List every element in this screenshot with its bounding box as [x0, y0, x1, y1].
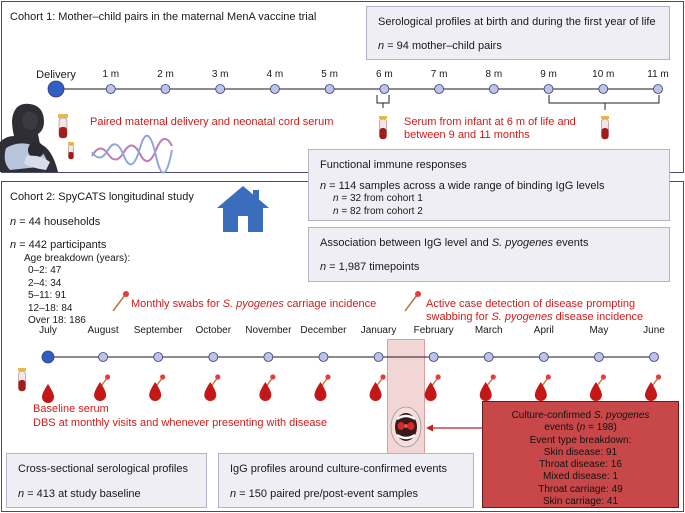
cohort2-timeline-node: [650, 353, 659, 362]
house-icon: [215, 184, 271, 234]
cohort1-timeline-node: [599, 85, 608, 94]
cohort1-timeline-node: [544, 85, 553, 94]
association-title: Association between IgG level and S. pyogenes events: [320, 237, 589, 249]
culture-event-row: Throat disease: 16: [539, 459, 622, 471]
monthly-swab-note: Monthly swabs for S. pyogenes carriage incidence: [131, 298, 377, 310]
households-count: n = 44 households: [10, 216, 101, 228]
cohort2-month-label: October: [195, 325, 232, 336]
cohort2-timeline-node: [429, 353, 438, 362]
culture-event-row: Skin disease: 91: [543, 446, 618, 458]
nine-to-eleven-bracket: [546, 94, 666, 114]
blood-drop-icon: [204, 382, 216, 401]
blood-drop-icon: [259, 382, 271, 401]
infant-serum-note: Serum from infant at 6 m of life and between 9 and 11 months: [404, 116, 576, 141]
culture-total: events (n = 198): [544, 422, 617, 434]
culture-event-row: Mixed disease: 1: [542, 471, 619, 483]
cross-sectional-n: n = 413 at study baseline: [18, 488, 141, 500]
age-row: Over 18: 186: [28, 315, 86, 327]
delivery-serum-note: Paired maternal delivery and neonatal cord serum: [90, 116, 334, 128]
cohort2-month-label: November: [245, 325, 292, 336]
cohort1-timepoint-label: 6 m: [376, 69, 393, 80]
igg-profiles-title: IgG profiles around culture-confirmed events: [230, 463, 448, 475]
age-breakdown-title: Age breakdown (years):: [24, 253, 131, 264]
cohort2-month-label: April: [533, 325, 554, 336]
blood-tube-icon: [54, 112, 74, 172]
cohort2-timeline-node: [374, 353, 383, 362]
active-case-note: Active case detection of disease prompting swabbing for S. pyogenes disease incidence: [426, 298, 644, 323]
serology-box-title: Serological profiles at birth and during the first year of life: [378, 16, 656, 28]
igg-profiles-n: n = 150 paired pre/post-event samples: [230, 488, 419, 500]
cohort1-timepoint-label: 11 m: [647, 69, 669, 80]
cohort1-timeline-node: [106, 85, 115, 94]
cohort1-timepoint-label: 5 m: [321, 69, 338, 80]
functional-n-cohort1: n = 32 from cohort 1: [333, 193, 423, 204]
cohort1-timepoint-label: 10 m: [592, 69, 615, 80]
dna-strand-icon: [92, 136, 172, 166]
cohort1-timeline-node: [325, 85, 334, 94]
throat-icon: [389, 405, 423, 449]
cohort1-timeline-node: [435, 85, 444, 94]
blood-drop-icon: [645, 382, 657, 401]
cohort2-month-label: January: [360, 325, 397, 336]
cohort1-timeline-node: [48, 81, 64, 97]
blood-drop-icon: [590, 382, 602, 401]
age-row: 5–11: 91: [28, 290, 67, 302]
cohort1-timeline-node: [216, 85, 225, 94]
cohort2-timeline-node: [154, 353, 163, 362]
blood-drop-icon: [480, 382, 492, 401]
cohort2-month-label: September: [133, 325, 183, 336]
igg-profiles-box: [218, 453, 474, 508]
cohort2-month-label: July: [39, 325, 57, 336]
cohort2-timeline-node: [484, 353, 493, 362]
association-box: [308, 227, 670, 282]
culture-breakdown-title: Event type breakdown:: [529, 434, 632, 446]
infant-tube-9-11m-icon: [599, 116, 611, 144]
blood-drop-icon: [370, 382, 382, 401]
blood-drop-icon: [149, 382, 161, 401]
culture-event-row: Skin carriage: 41: [542, 496, 619, 508]
cohort2-month-label: June: [643, 325, 665, 336]
swab-icon: [110, 290, 130, 314]
cohort1-title: Cohort 1: Mother–child pairs in the maternal MenA vaccine trial: [10, 11, 317, 23]
cohort1-timeline-node: [654, 85, 663, 94]
culture-title: Culture-confirmed S. pyogenes: [511, 410, 650, 421]
cohort2-month-label: August: [87, 325, 119, 336]
cohort1-serology-box: [366, 6, 670, 60]
cohort2-timeline-node: [319, 353, 328, 362]
cohort1-timepoint-label: 1 m: [102, 69, 120, 80]
mother-child-icon: [0, 96, 60, 172]
cohort2-timeline-node: [539, 353, 548, 362]
cohort2-timeline-node: [99, 353, 108, 362]
blood-drop-icon: [94, 382, 106, 401]
baseline-serum-note: Baseline serum: [33, 403, 109, 415]
cohort1-timepoint-label: 7 m: [430, 69, 448, 80]
blood-drop-icon: [314, 382, 326, 401]
swab-icon: [402, 290, 422, 314]
baseline-tube-icon: [16, 368, 28, 396]
cohort2-timeline-node: [42, 351, 54, 363]
cross-sectional-box: [6, 453, 207, 508]
culture-event-row: Throat carriage: 49: [538, 483, 623, 495]
serology-box-n: n = 94 mother–child pairs: [378, 40, 502, 52]
age-row: 2–4: 34: [28, 277, 62, 289]
blood-drop-icon: [42, 384, 54, 403]
cohort2-month-label: February: [413, 325, 454, 336]
infant-tube-6m-icon: [377, 116, 389, 144]
age-row: 12–18: 84: [28, 302, 73, 314]
cohort2-timeline-node: [264, 353, 273, 362]
cohort2-month-label: May: [589, 325, 609, 336]
cohort2-timeline-node: [209, 353, 218, 362]
functional-n-cohort2: n = 82 from cohort 2: [333, 206, 423, 217]
culture-confirmed-box: [482, 401, 679, 508]
cohort1-timepoint-label: 4 m: [266, 69, 284, 80]
cohort1-timeline-node: [161, 85, 170, 94]
functional-n-total: n = 114 samples across a wide range of binding IgG levels: [320, 180, 605, 192]
cohort1-timepoint-label: 8 m: [485, 69, 503, 80]
cohort2-month-label: March: [474, 325, 503, 336]
cohort1-timepoint-label: 2 m: [157, 69, 174, 80]
cross-sectional-title: Cross-sectional serological profiles: [18, 463, 188, 475]
cohort2-timeline-node: [594, 353, 603, 362]
cohort2-title: Cohort 2: SpyCATS longitudinal study: [10, 191, 194, 203]
blood-drop-icon: [425, 382, 437, 401]
cohort2-month-label: December: [300, 325, 347, 336]
cohort1-timepoint-label: 3 m: [211, 69, 229, 80]
functional-responses-box: [308, 149, 670, 221]
participants-count: n = 442 participants: [10, 239, 107, 251]
cohort1-timeline-node: [380, 85, 389, 94]
six-month-bracket: [374, 94, 394, 110]
functional-title: Functional immune responses: [320, 159, 467, 171]
cohort1-timeline-node: [489, 85, 498, 94]
age-row: 0–2: 47: [28, 265, 62, 277]
cohort1-timepoint-label: Delivery: [36, 69, 76, 81]
blood-drop-icon: [535, 382, 547, 401]
cohort1-timeline-node: [270, 85, 279, 94]
dbs-note: DBS at monthly visits and whenever presenting with disease: [33, 417, 328, 429]
association-n: n = 1,987 timepoints: [320, 261, 420, 273]
cohort1-timepoint-label: 9 m: [540, 69, 557, 80]
arrow-to-throat: [426, 423, 486, 433]
